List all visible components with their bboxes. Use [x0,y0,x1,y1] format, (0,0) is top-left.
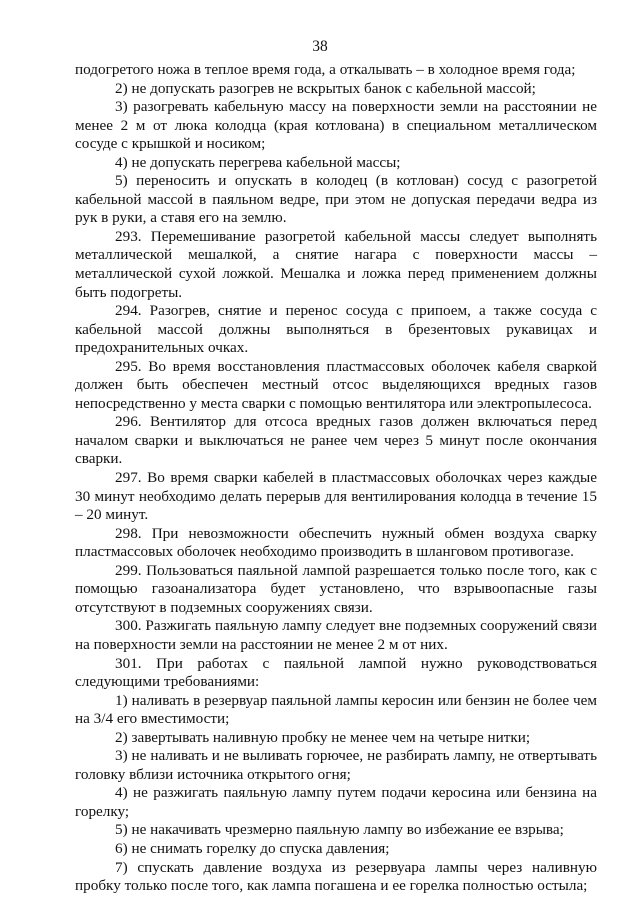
list-item-5: 5) переносить и опускать в колодец (в котлован) сосуд с разогретой кабельной массой в паяльном ведре, при этом не допуская передачи ведра из рук в руки, а ставя его на землю. [75,172,597,227]
requirement-6: 6) не снимать горелку до спуска давления; [115,839,390,857]
requirement-5: 5) не накачивать чрезмерно паяльную лампу во избежание ее взрыва; [115,821,564,839]
list-item-4: 4) не допускать перегрева кабельной массы; [115,153,401,171]
list-item-2: 2) не допускать разогрев не вскрытых банок с кабельной массой; [115,79,536,97]
clause-296: 296. Вентилятор для отсоса вредных газов должен включаться перед началом сварки и выключаться не ранее чем через 5 минут после окончания сварки. [75,413,597,468]
paragraph-continued: подогретого ножа в теплое время года, а откалывать – в холодное время года; [75,61,576,78]
requirement-1: 1) наливать в резервуар паяльной лампы керосин или бензин не более чем на 3/4 его вместимости; [75,691,597,728]
requirement-2: 2) завертывать наливную пробку не менее чем на четыре нитки; [115,728,531,746]
clause-294: 294. Разогрев, снятие и перенос сосуда с припоем, а также сосуда с кабельной массой должны выполняться в брезентовых рукавицах и предохранительных очках. [75,302,597,357]
requirement-4: 4) не разжигать паяльную лампу путем подачи керосина или бензина на горелку; [75,784,597,820]
clause-297: 297. Во время сварки кабелей в пластмассовых оболочках через каждые 30 минут необходимо делать перерыв для вентилирования колодца в течение 15 – 20 минут. [75,469,597,524]
clause-295: 295. Во время восстановления пластмассовых оболочек кабеля сваркой должен быть обеспечен местный отсос выделяющихся вредных газов непосредственно у места сварки с помощью вентилятора или электропылесоса. [75,357,597,412]
requirement-7: 7) спускать давление воздуха из резервуара лампы через наливную пробку только после того, как лампа погашена и ее горелка полностью остыла; [75,858,597,895]
clause-298: 298. При невозможности обеспечить нужный обмен воздуха сварку пластмассовых оболочек необходимо производить в шланговом противогазе. [75,524,597,561]
clause-301: 301. При работах с паяльной лампой нужно руководствоваться следующими требованиями: [75,654,597,691]
clause-300: 300. Разжигать паяльную лампу следует вне подземных сооружений связи на поверхности земли на расстоянии не менее 2 м от них. [75,617,597,653]
list-item-3: 3) разогревать кабельную массу на поверхности земли на расстоянии не менее 2 м от люка колодца (края котлована) в специальном металлическом сосуде с крышкой и носиком; [75,98,597,153]
document-body [75,61,597,896]
page-number: 38 [312,38,328,55]
requirement-3: 3) не наливать и не выливать горючее, не разбирать лампу, не отвертывать головку вблизи источника открытого огня; [75,747,597,783]
clause-299: 299. Пользоваться паяльной лампой разрешается только после того, как с помощью газоанализатора будет установлено, что взрывоопасные газы отсутствуют в подземных сооружениях связи. [75,561,597,616]
clause-293: 293. Перемешивание разогретой кабельной массы следует выполнять металлической мешалкой, а снятие нагара с поверхности массы – металлической сухой ложкой. Мешалка и ложка перед применением должны быть подогреты. [75,227,597,301]
